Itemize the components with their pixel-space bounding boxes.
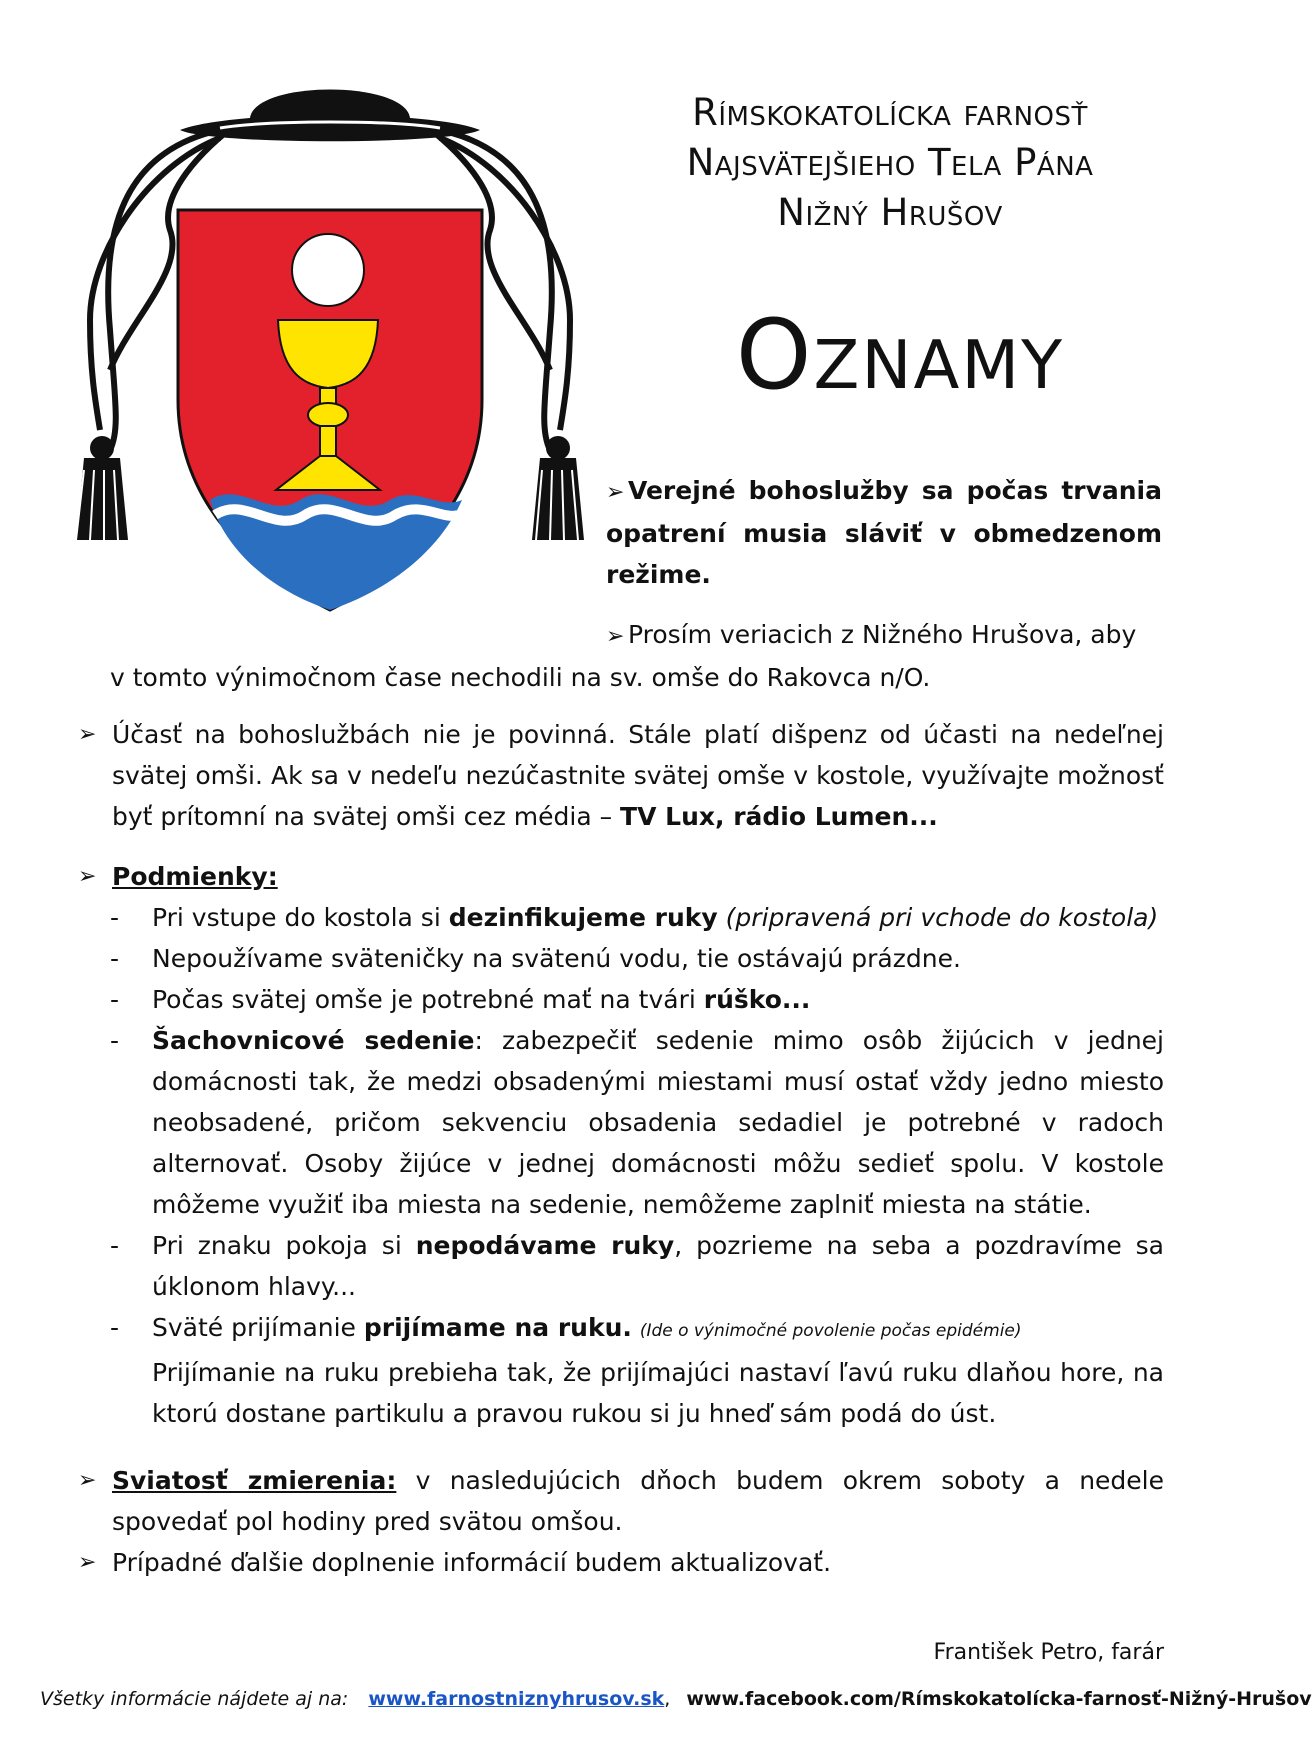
intro-paragraph-2-start: ➢ Prosím veriacich z Nižného Hrušova, aby	[110, 614, 1164, 657]
arrow-icon: ➢	[606, 480, 625, 505]
website-link[interactable]: www.farnostniznyhrusov.sk	[368, 1688, 665, 1710]
parish-header	[590, 88, 1190, 238]
dash-icon: -	[110, 1026, 120, 1055]
host	[292, 234, 364, 306]
parish-name-line3: Nižný Hrušov	[777, 191, 1003, 234]
coat-of-arms	[70, 70, 590, 630]
tassel-left	[76, 436, 128, 540]
galero-hat	[180, 90, 480, 142]
footer	[40, 1688, 1312, 1710]
facebook-link[interactable]: www.facebook.com/Rímskokatolícka-farnosť-Nižný-Hrušov	[686, 1688, 1312, 1710]
dash-icon: -	[110, 903, 120, 932]
arrow-icon: ➢	[78, 722, 97, 747]
condition-item: - Šachovnicové sedenie: zabezpečiť sedenie mimo osôb žijúcich v jednej domácnosti tak, že medzi obsadenými miestami musí ostať vždy jedno miesto neobsadené, pričom sekvenciu obsadenia sedadiel je potrebné v radoch alternovať. Osoby žijúce v jednej domácnosti môžu sedieť spolu. V kostole môžeme využiť iba miesta na sedenie, nemôžeme zaplniť miesta na státie.	[110, 1020, 1164, 1225]
tassel-right	[532, 436, 584, 540]
list-item	[78, 856, 1164, 897]
attendance-section	[78, 714, 1164, 837]
confession-heading: Sviatosť zmierenia:	[112, 1466, 397, 1495]
arrow-icon: ➢	[606, 624, 625, 649]
intro-block-2	[110, 614, 1164, 698]
arrow-icon: ➢	[78, 1550, 97, 1575]
condition-item: - Sväté prijímanie prijímame na ruku. (Ide o výnimočné povolenie počas epidémie) Prijímanie na ruku prebieha tak, že prijímajúci nastaví ľavú ruku dlaňou hore, na ktorú dostane partikulu a pravou rukou si ju hneď sám podá do úst.	[110, 1307, 1164, 1434]
condition-item: - Nepoužívame sväteničky na svätenú vodu, tie ostávajú prázdne.	[110, 938, 1164, 979]
condition-item: - Pri vstupe do kostola si dezinfikujeme ruky (pripravená pri vchode do kostola)	[110, 897, 1164, 938]
list-item: ➢ Účasť na bohoslužbách nie je povinná. Stále platí dišpenz od účasti na nedeľnej svätej omši. Ak sa v nedeľu nezúčastnite svätej omše v kostole, využívajte možnosť byť prítomní na svätej omši cez média – TV Lux, rádio Lumen...	[78, 714, 1164, 837]
signature: František Petro, farár	[933, 1640, 1164, 1665]
intro-paragraph-2-rest: v tomto výnimočnom čase nechodili na sv. omše do Rakovca n/O.	[110, 663, 931, 692]
footer-separator: ,	[664, 1688, 671, 1710]
parish-name-line2: Najsvätejšieho Tela Pána	[686, 141, 1094, 184]
dash-icon: -	[110, 1313, 120, 1342]
arrow-icon: ➢	[78, 864, 97, 889]
condition-item: - Počas svätej omše je potrebné mať na tvári rúško...	[110, 979, 1164, 1020]
intro-block	[606, 470, 1162, 595]
list-item: ➢ Sviatosť zmierenia: v nasledujúcich dňoch budem okrem soboty a nedele spovedať pol hodiny pred svätou omšou.	[78, 1460, 1164, 1542]
list-item: ➢ Prípadné ďalšie doplnenie informácií budem aktualizovať.	[78, 1542, 1164, 1583]
media-names: TV Lux, rádio Lumen...	[620, 802, 938, 831]
conditions-section	[78, 856, 1164, 1434]
dash-icon: -	[110, 1231, 120, 1260]
confession-section	[78, 1460, 1164, 1583]
arrow-icon: ➢	[78, 1468, 97, 1493]
intro-paragraph-1: ➢ Verejné bohoslužby sa počas trvania opatrení musia sláviť v obmedzenom režime.	[606, 470, 1162, 595]
dash-icon: -	[110, 944, 120, 973]
parish-name-line1: Rímskokatolícka farnosť	[692, 91, 1088, 134]
dash-icon: -	[110, 985, 120, 1014]
page-title: Oznamy	[735, 299, 1065, 411]
condition-item: - Pri znaku pokoja si nepodávame ruky, pozrieme na seba a pozdravíme sa úklonom hlavy...	[110, 1225, 1164, 1307]
footer-label: Všetky informácie nájdete aj na:	[40, 1688, 349, 1710]
conditions-heading: Podmienky:	[112, 862, 278, 891]
